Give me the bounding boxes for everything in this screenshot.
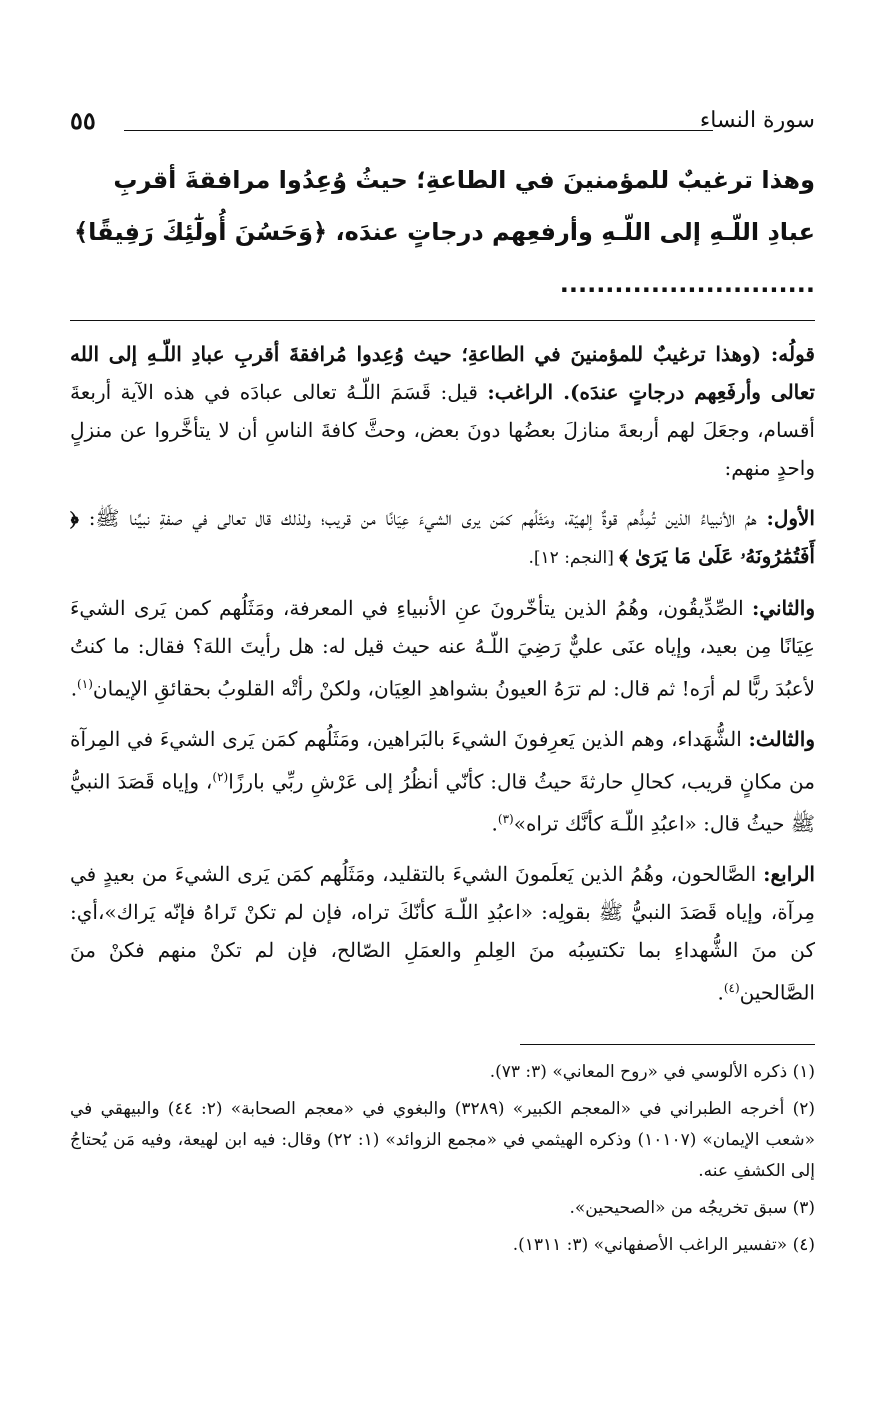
third-text: الشُّهَداء، وهم الذين يَعرِفونَ الشيءَ بالبَراهين، ومَثَلُهم كمَن يَرى الشيءَ في المِرآة من مكانٍ قريب، كحالِ حارثةَ حيثُ قال: كأنّي أنظُرُ إلى عَرْشِ ربِّي بارزًا <box>70 726 815 794</box>
intro-text: قيل: قَسَمَ اللّـهُ تعالى عبادَه في هذه الآية أربعةَ أقسام، وجعَلَ لهم أربعةَ منازلَ بعضُها دونَ بعض، وحثَّ كافةَ الناسِ أن لا يتأخَّروا عن منزلٍ واحدٍ منهم: <box>70 380 815 480</box>
commentary-second <box>70 589 815 708</box>
surah-title: سورة النساء <box>699 108 815 133</box>
footnote-4: (٤) «تفسير الراغب الأصفهاني» (٣: ١٣١١). <box>512 1234 815 1255</box>
commentary-intro <box>70 335 815 487</box>
first-text: همُ الأنبياءُ الذين تُمِدُّهم قوةٌ إلهيّة، ومَثَلُهم كمَن يرى الشيءَ عِيَانًا من قريب؛ ولذلك قال تعالى في صفةِ نبيِّنا ﷺ: <box>78 506 767 530</box>
commentary-first <box>70 499 815 577</box>
fourth-end: . <box>717 980 724 1005</box>
second-lead: والثاني: <box>751 596 815 620</box>
footnote-3: (٣) سبق تخريجُه من «الصحيحين». <box>569 1197 815 1218</box>
footnote-1: (١) ذكره الألوسي في «روح المعاني» (٣: ٧٣). <box>489 1061 815 1082</box>
footnote-marker-2: (٢) <box>212 769 229 784</box>
footnote-marker-1: (١) <box>77 677 93 691</box>
first-quran: ﴿ أَفَتُمَٰرُونَهُۥ عَلَىٰ مَا يَرَىٰ ﴾ <box>70 506 815 568</box>
main-text <box>70 154 815 310</box>
fourth-lead: الرابع: <box>763 861 815 886</box>
third-lead: والثالث: <box>748 726 815 751</box>
footnote-2: (٢) أخرجه الطبراني في «المعجم الكبير» (٣٢٨٩) والبغوي في «معجم الصحابة» (٢: ٤٤) والبيهقي في «شعب الإيمان» (١٠١٠٧) وذكره الهيثمي في «مجمع الزوائد» (١: ٢٢) وقال: فيه ابن لهيعة، وفيه مَن يُحتاجُ إلى الكشفِ عنه. <box>70 1098 815 1181</box>
commentary-fourth <box>70 855 815 1012</box>
footnote-separator <box>520 1044 815 1045</box>
second-text: الصِّدِّيقُون، وهُمُ الذين يتأخّرونَ عنِ الأنبياءِ في المعرفة، ومَثَلُهم كمن يَرى الشيءَ عِيَانًا مِن بعيد، وإياه عنَى عليٌّ رَضِيَ اللّـهُ عنه حيث قيل له: هل رأيتَ اللهَ؟ فقال: ما كنتُ لأعبُدَ ربًّا لم أرَه! ثم قال: لم ترَهُ العيونُ بشواهدِ العِيَان، ولكنْ رأتْه القلوبُ بحقائقِ الإيمان <box>70 596 815 701</box>
intro-lead: قولُه: (وهذا ترغيبٌ للمؤمنينَ في الطاعةِ؛ حيث وُعِدوا مُرافقةَ أقربِ عبادِ اللّـهِ إلى الله تعالى وأرفَعِهم درجاتٍ عندَه). الراغب: <box>70 342 815 404</box>
third-end: . <box>491 811 498 836</box>
commentary-third <box>70 720 815 843</box>
first-lead: الأول: <box>766 506 815 530</box>
main-text-dots: ............................ <box>559 270 815 298</box>
quran-verse: ﴿وَحَسُنَ أُولَٰٓئِكَ رَفِيقًا﴾ <box>74 218 328 246</box>
second-end: . <box>70 676 78 701</box>
main-separator <box>70 320 815 321</box>
header-rule <box>124 130 713 131</box>
main-text-body: وهذا ترغيبٌ للمؤمنينَ في الطاعةِ؛ حيثُ وُعِدُوا مرافقةَ أقربِ عبادِ اللّـهِ إلى اللّـهِ وأرفعِهم درجاتٍ عندَه، <box>113 166 815 246</box>
book-page <box>70 100 815 1267</box>
page-number: ٥٥ <box>70 106 96 135</box>
footnote-marker-3: (٣) <box>497 812 514 827</box>
page-header <box>70 100 815 150</box>
first-ref: [النجم: ١٢]. <box>528 548 620 568</box>
third-text-2: ، وإياه قَصَدَ النبيُّ ﷺ حيثُ قال: «اعبُدِ اللّـهَ كأنَّك تراه» <box>70 769 815 836</box>
fourth-text: الصَّالحون، وهُمُ الذين يَعلَمونَ الشيءَ بالتقليد، ومَثَلُهم كمَن يَرى الشيءَ من بعيدٍ في مِرآة، وإياه قَصَدَ النبيُّ ﷺ بقولِه: «اعبُدِ اللّـهَ كأنّكَ تراه، فإن لم تكنْ تَراهُ فإنّه يَراك»،أي: كن منَ الشُّهداءِ بما تكتسِبُه منَ العِلمِ والعمَلِ الصّالح، فإن لم تكنْ منهم فكنْ منَ الصَّالحين <box>70 861 815 1005</box>
footnote-marker-4: (٤) <box>723 980 740 995</box>
